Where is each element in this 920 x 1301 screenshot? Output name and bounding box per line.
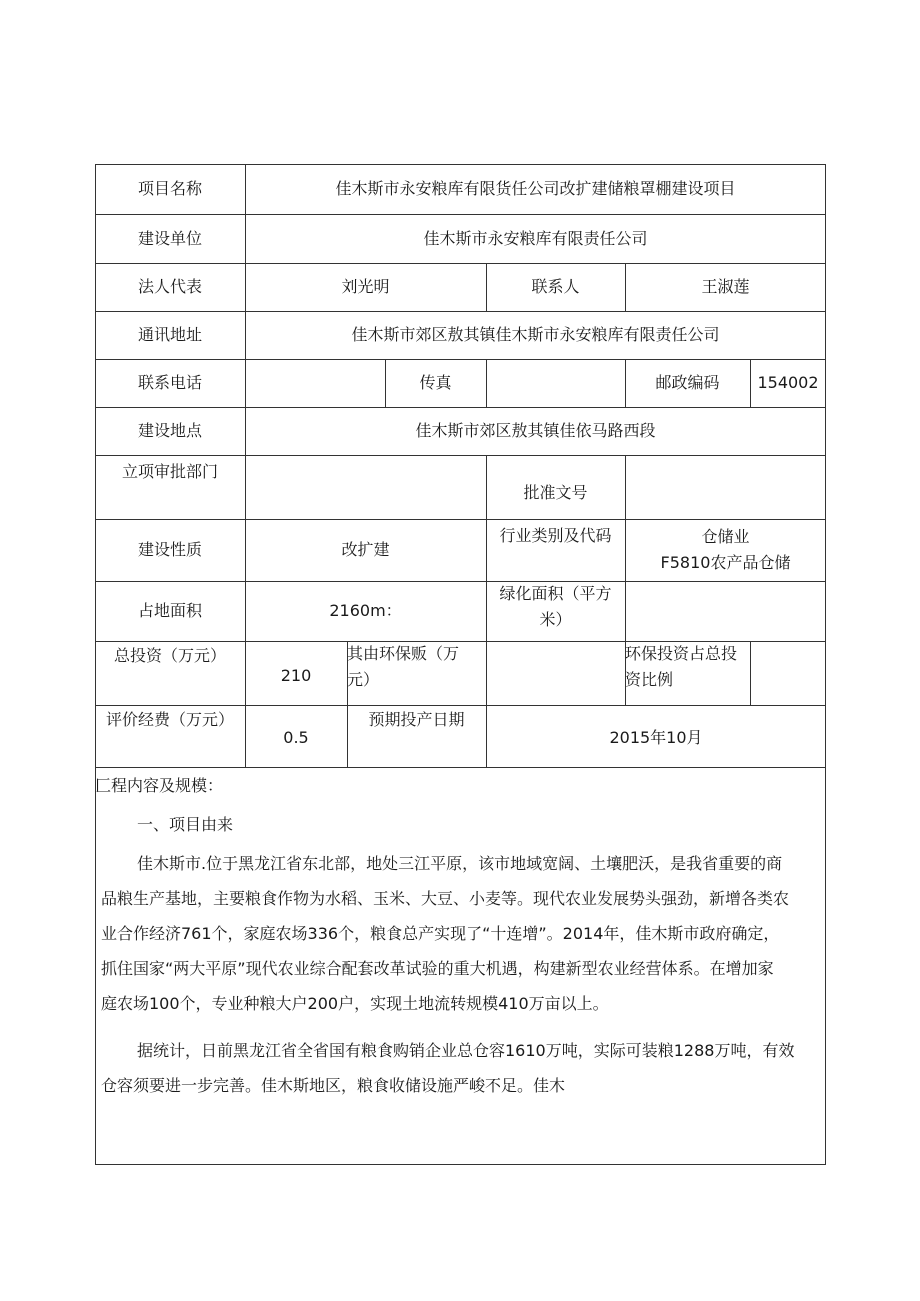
nature-label: 建设性质 [137,540,202,559]
production-date-value[interactable]: 2015年10月 [609,728,703,747]
project-content-section [95,768,820,1103]
production-date-label: 预期投产日期 [368,710,465,729]
legal-rep-value[interactable]: 刘光明 [341,277,390,296]
env-investment-label-line-1: 其由环保贩（万 [347,644,460,663]
env-ratio-value[interactable] [750,641,826,705]
paragraph-line: 抓住国家“两大平原”现代农业综合配套改革试验的重大机遇，构建新型农业经营体系。在增加家 [101,959,774,978]
legal-rep-label: 法人代表 [137,277,202,296]
paragraph-line: 庭农场100个，专业种粮大户200户，实现土地流转规模410万亩以上。 [101,994,609,1013]
site-label: 建设地点 [137,421,202,440]
approval-dept-label: 立项审批部门 [121,462,218,481]
phone-label: 联系电话 [137,373,202,392]
fax-value[interactable] [486,359,625,407]
industry-label: 行业类别及代码 [499,526,612,545]
assessment-fee-value[interactable]: 0.5 [283,728,309,747]
env-investment-label [347,641,486,705]
paragraph-statistics [101,1033,820,1103]
env-investment-label-line-2: 元） [347,670,380,689]
contact-person-label: 联系人 [531,277,580,296]
paragraph-origin [101,846,820,1021]
project-name-value[interactable]: 佳木斯市永安粮库有限货任公司改扩建储粮罩棚建设项目 [335,179,736,198]
total-investment-value[interactable]: 210 [280,666,312,685]
total-investment-label: 总投资（万元） [113,646,226,665]
phone-value[interactable] [245,359,385,407]
fax-label: 传真 [419,373,452,392]
paragraph-line: 佳木斯市.位于黑龙江省东北部，地处三江平原，该市地域宽阔、土壤肥沃，是我省重要的商 [137,854,783,873]
assessment-fee-label: 评价经费（万元） [105,710,234,729]
approval-dept-value[interactable] [245,455,486,519]
table-border-bottom [95,1164,826,1165]
area-label: 占地面积 [137,601,202,620]
env-ratio-label-line-2: 资比例 [625,670,674,689]
env-ratio-label [625,641,750,705]
paragraph-line: 仓容须要进一步完善。佳木斯地区，粮食收储设施严峻不足。佳木 [101,1076,566,1095]
address-value[interactable]: 佳木斯市郊区敖其镇佳木斯市永安粮库有限责任公司 [351,325,720,344]
approval-doc-label: 批准文号 [523,483,588,502]
area-value[interactable]: 2160m： [329,601,402,620]
construction-unit-label: 建设单位 [137,228,202,248]
project-name-label: 项目名称 [137,179,202,198]
green-area-value[interactable] [625,581,826,641]
env-ratio-label-line-1: 环保投资占总投 [625,644,738,663]
green-area-label-line-2: 米） [539,610,572,629]
address-label: 通讯地址 [137,325,202,344]
project-form-table [95,164,826,1165]
section-title: 匚程内容及规模： [95,776,224,795]
paragraph-line: 业合作经济761个，家庭农场336个，粮食总产实现了“十连增”。2014年，佳木斯市政府确定， [101,924,780,943]
env-investment-value[interactable] [486,641,625,705]
green-area-label-line-1: 绿化面积（平方 [499,584,612,603]
industry-value[interactable] [625,519,826,581]
paragraph-line: 品粮生产基地，主要粮食作物为水稻、玉米、大豆、小麦等。现代农业发展势头强劲，新增各类农 [101,889,790,908]
industry-line-2: F5810农产品仓储 [660,553,791,572]
construction-unit-value[interactable]: 佳木斯市永安粮库有限责任公司 [423,228,648,248]
industry-line-1: 仓储业 [701,527,750,546]
postcode-label: 邮政编码 [655,373,720,392]
section-heading: 一、项目由来 [137,815,234,834]
postcode-value[interactable]: 154002 [757,373,819,392]
nature-value[interactable]: 改扩建 [341,540,390,559]
site-value[interactable]: 佳木斯市郊区敖其镇佳依马路西段 [415,421,656,440]
contact-person-value[interactable]: 王淑莲 [701,277,750,296]
green-area-label [486,581,625,641]
paragraph-line: 据统计，日前黑龙江省全省国有粮食购销企业总仓容1610万吨，实际可装粮1288万吨，有效 [137,1041,795,1060]
approval-doc-value[interactable] [625,455,826,519]
